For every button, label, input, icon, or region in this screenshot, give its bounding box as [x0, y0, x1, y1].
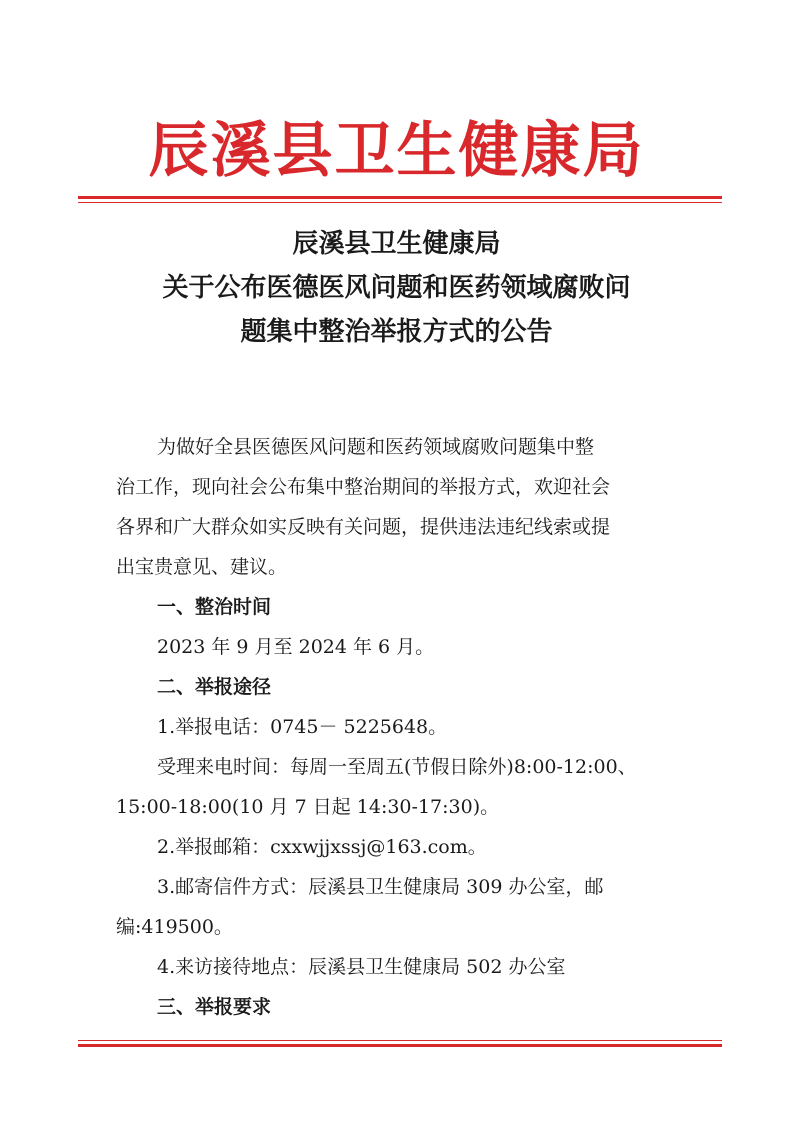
intro-line-3: 各界和广大群众如实反映有关问题，提供违法违纪线索或提 — [116, 516, 611, 538]
letterhead-org-name: 辰溪县卫生健康局 — [148, 116, 645, 186]
intro-line-1: 为做好全县医德医风问题和医药领域腐败问题集中整 — [157, 436, 595, 458]
phone-hours-line-2: 15:00-18:00(10 月 7 日起 14:30-17:30)。 — [116, 796, 500, 818]
letterhead-red-rule-thick — [78, 196, 722, 199]
visit-location: 4.来访接待地点：辰溪县卫生健康局 502 办公室 — [157, 956, 566, 978]
report-phone: 1.举报电话：0745－ 5225648。 — [157, 716, 448, 738]
footer-red-rule-thin — [78, 1040, 722, 1041]
intro-line-2: 治工作，现向社会公布集中整治期间的举报方式，欢迎社会 — [116, 476, 611, 498]
report-email: 2.举报邮箱：cxxwjjxssj@163.com。 — [157, 836, 487, 858]
mail-address-line-2: 编:419500。 — [116, 916, 233, 938]
intro-line-4: 出宝贵意见、建议。 — [116, 556, 288, 578]
phone-hours-line-1: 受理来电时间：每周一至周五(节假日除外)8:00-12:00、 — [157, 756, 637, 778]
section2-heading: 二、举报途径 — [157, 676, 272, 698]
title-line-3: 题集中整治举报方式的公告 — [240, 317, 553, 347]
footer-red-rule-thick — [78, 1044, 722, 1047]
mail-address-line-1: 3.邮寄信件方式：辰溪县卫生健康局 309 办公室，邮 — [157, 876, 604, 898]
letterhead-red-rule-thin — [78, 202, 722, 203]
title-line-1: 辰溪县卫生健康局 — [292, 229, 501, 259]
section3-heading: 三、举报要求 — [157, 996, 272, 1018]
section1-text: 2023 年 9 月至 2024 年 6 月。 — [157, 636, 435, 658]
section1-heading: 一、整治时间 — [157, 596, 272, 618]
title-line-2: 关于公布医德医风问题和医药领域腐败问 — [162, 273, 631, 303]
